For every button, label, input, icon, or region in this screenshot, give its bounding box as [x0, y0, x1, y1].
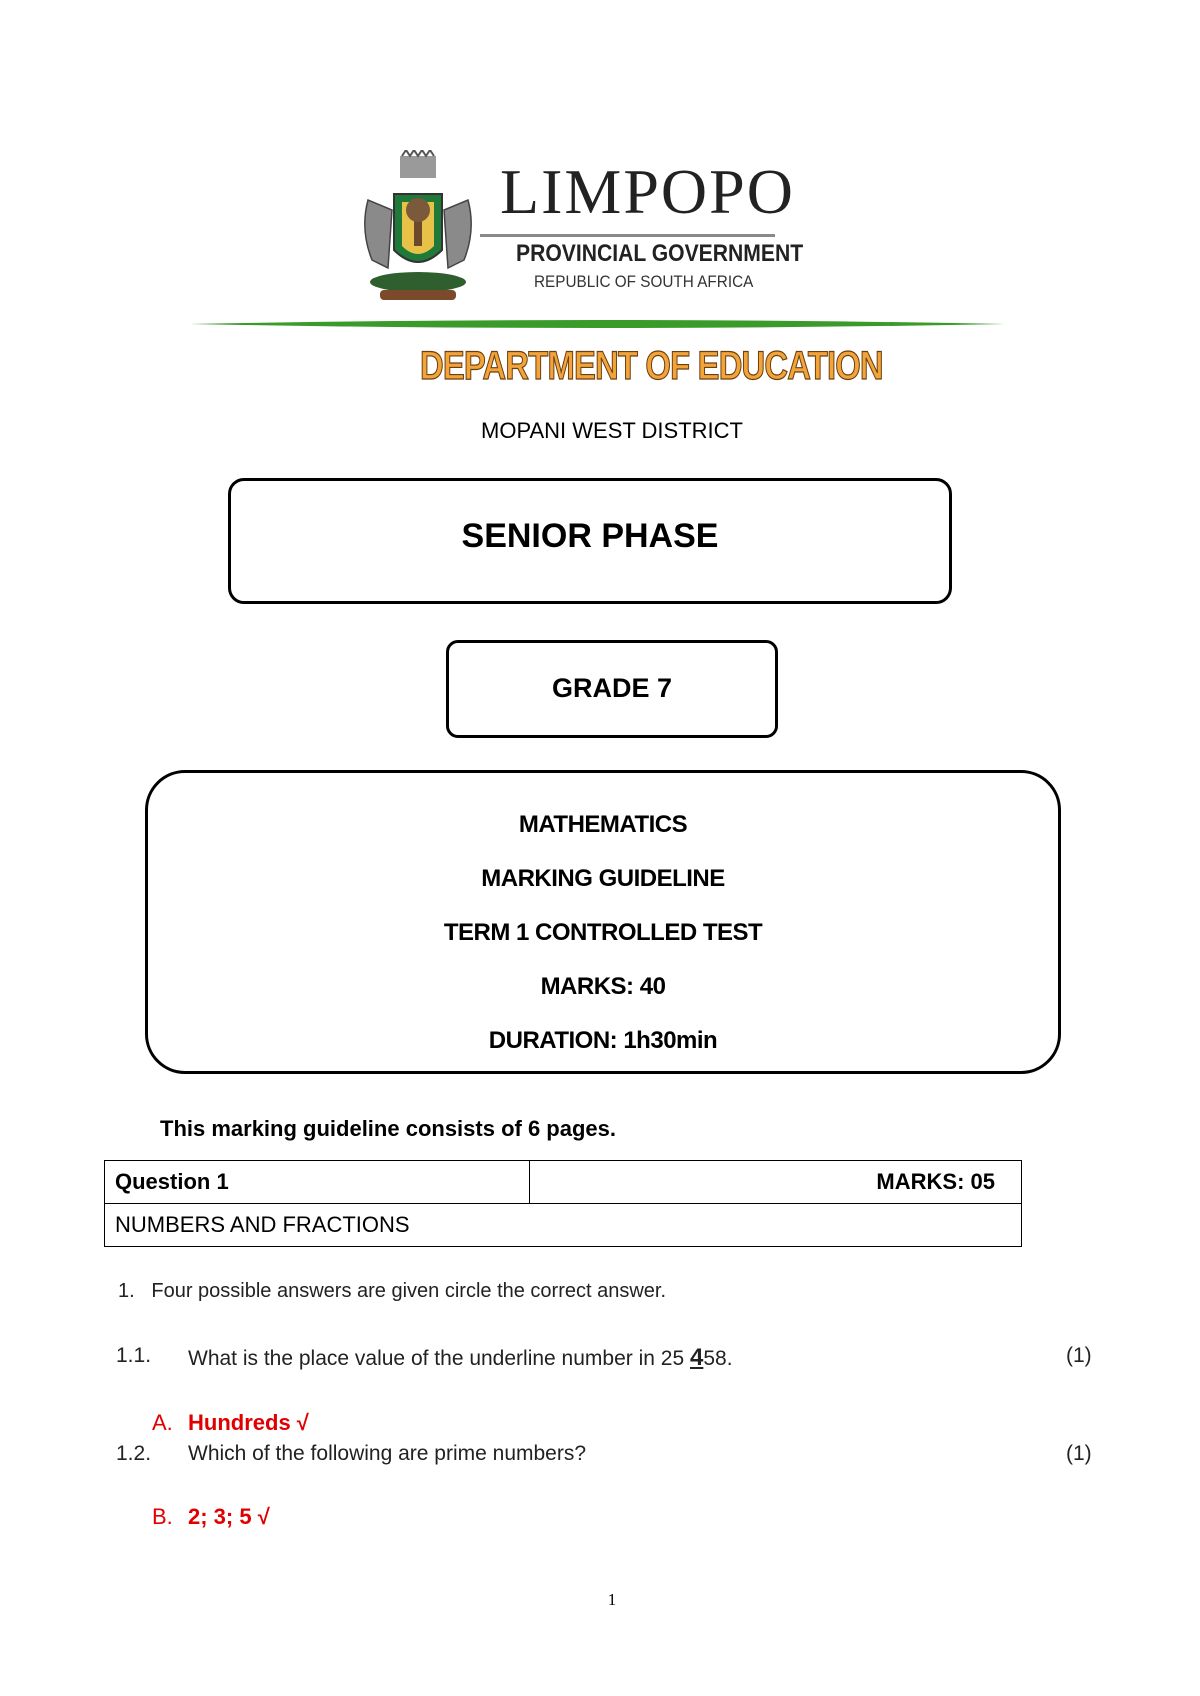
question-marks: MARKS: 05	[530, 1161, 1022, 1204]
instruction	[118, 1280, 666, 1303]
total-marks-line: MARKS: 40	[540, 973, 666, 1000]
test-info-box	[145, 770, 1061, 1074]
question-text-part: 58.	[703, 1347, 733, 1370]
grade-title: GRADE 7	[551, 673, 673, 703]
logo-divider	[480, 234, 775, 237]
answer-1-2-letter: B.	[152, 1504, 173, 1529]
phase-box	[228, 478, 952, 604]
instruction-number: 1.	[118, 1280, 135, 1302]
duration-line: DURATION: 1h30min	[488, 1027, 718, 1054]
logo-title: LIMPOPO	[500, 156, 795, 227]
question-1-1-mark: (1)	[1066, 1344, 1092, 1367]
question-1-1-text	[188, 1344, 733, 1372]
answer-1-2: 2; 3; 5 √	[188, 1504, 270, 1529]
subject-line: MATHEMATICS	[518, 811, 688, 838]
question-number: Question 1	[115, 1169, 229, 1194]
answer-1-1-letter: A.	[152, 1410, 173, 1435]
coat-of-arms-logo	[358, 150, 478, 310]
question-topic: NUMBERS AND FRACTIONS	[105, 1204, 1022, 1247]
question-cell	[105, 1161, 530, 1204]
logo-subtitle: PROVINCIAL GOVERNMENT	[516, 240, 804, 267]
term-line: TERM 1 CONTROLLED TEST	[443, 919, 763, 946]
question-text-part: What is the place value of the underline number in 25	[188, 1347, 690, 1370]
district-name: MOPANI WEST DISTRICT	[481, 418, 743, 443]
instruction-text: Four possible answers are given circle the correct answer.	[151, 1280, 667, 1302]
phase-title: SENIOR PHASE	[461, 517, 719, 555]
grade-box	[446, 640, 778, 738]
logo-country: REPUBLIC OF SOUTH AFRICA	[534, 272, 754, 291]
page-number: 1	[607, 1590, 617, 1609]
table-row	[105, 1161, 1022, 1204]
question-1-1-number: 1.1.	[116, 1344, 152, 1367]
document-type-line: MARKING GUIDELINE	[481, 865, 725, 892]
green-divider-line	[190, 318, 1005, 330]
underlined-digit: 4	[689, 1344, 704, 1371]
answer-1-1: Hundreds √	[188, 1410, 309, 1435]
question-1-2-mark: (1)	[1066, 1442, 1092, 1465]
question-header-table	[104, 1160, 1022, 1247]
question-1-2-number: 1.2.	[116, 1442, 152, 1465]
question-1-2-text: Which of the following are prime numbers?	[188, 1442, 587, 1465]
table-row	[105, 1204, 1022, 1247]
page-count-note: This marking guideline consists of 6 pages.	[160, 1116, 616, 1141]
department-heading: DEPARTMENT OF EDUCATION	[420, 344, 883, 388]
